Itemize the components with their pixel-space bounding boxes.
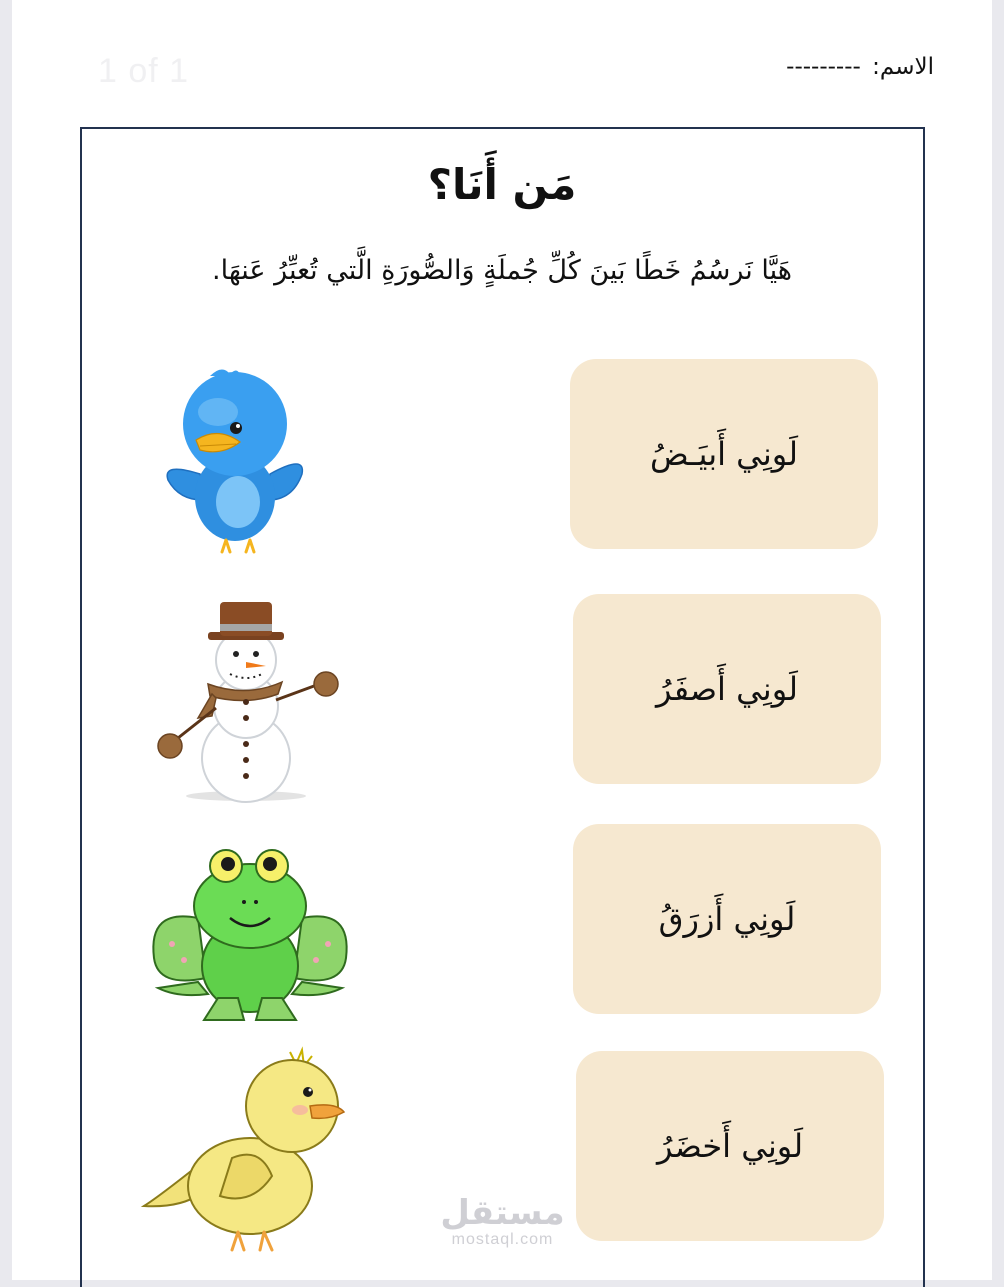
name-label: الاسم: bbox=[872, 54, 934, 80]
snowman-picture bbox=[150, 598, 350, 803]
sentence-card-blue bbox=[573, 824, 881, 1014]
sentence-card-green bbox=[576, 1051, 884, 1241]
worksheet-title: مَن أَنَا؟ bbox=[427, 160, 577, 209]
sentence-text: لَونِي أَصفَرُ bbox=[656, 670, 798, 708]
sentence-card-yellow bbox=[573, 594, 881, 784]
page-counter: 1 of 1 bbox=[98, 52, 190, 90]
mostaql-watermark bbox=[440, 1195, 565, 1249]
sentence-text: لَونِي أَزرَقُ bbox=[658, 900, 796, 938]
watermark-latin: mostaql.com bbox=[451, 1231, 554, 1248]
sentence-card-white bbox=[570, 359, 878, 549]
name-field bbox=[786, 54, 934, 80]
yellow-chick-picture bbox=[140, 1046, 350, 1256]
sentence-text: لَونِي أَخضَرُ bbox=[656, 1127, 804, 1165]
green-frog-picture bbox=[148, 848, 353, 1028]
watermark-arabic: مستقل bbox=[440, 1193, 565, 1233]
blue-bird-picture bbox=[160, 362, 310, 557]
sentence-text: لَونِي أَبيَـضُ bbox=[649, 435, 799, 473]
name-blank-line: --------- bbox=[786, 54, 861, 80]
worksheet-instruction: هَيَّا نَرسُمُ خَطًا بَينَ كُلِّ جُملَةٍ وَالصُّورَةِ الَّتي تُعبِّرُ عَنهَا. bbox=[212, 255, 792, 286]
